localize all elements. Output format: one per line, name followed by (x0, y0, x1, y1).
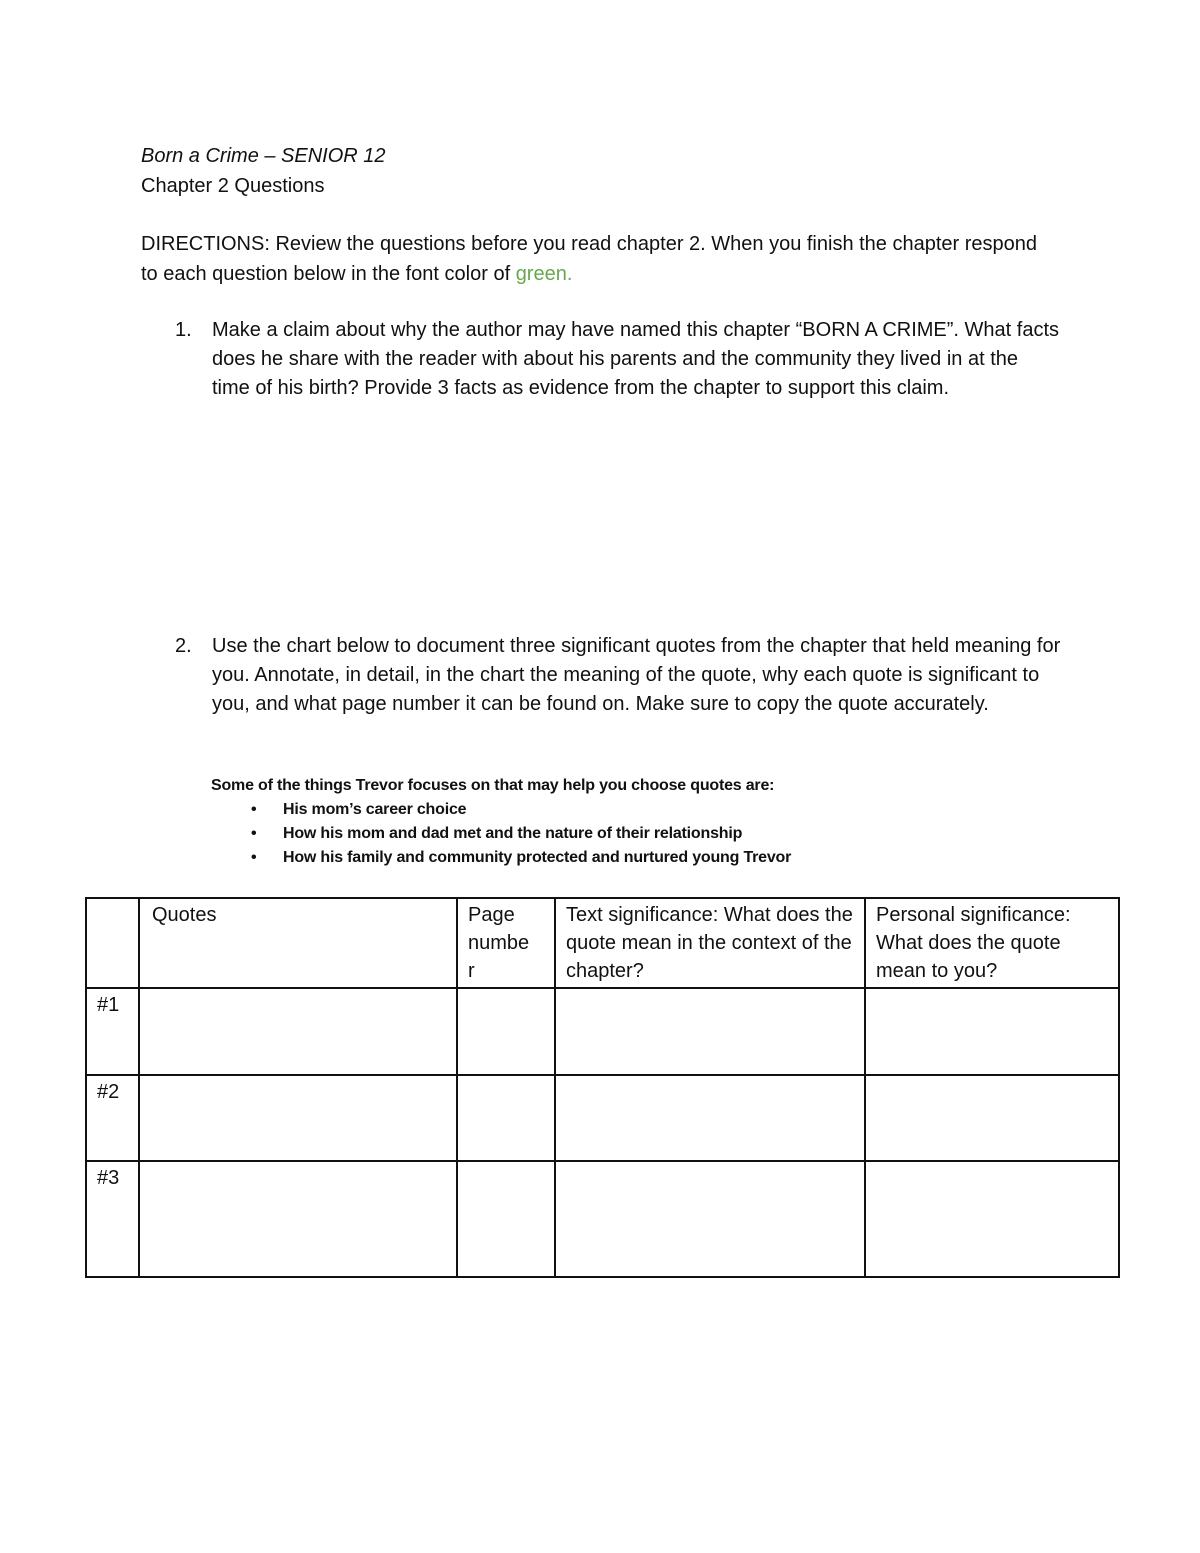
header-page-line-2: numbe (468, 932, 530, 954)
focus-list-block (211, 774, 791, 870)
text-significance-cell[interactable] (555, 1075, 865, 1161)
list-item (211, 846, 791, 870)
bullet-icon: • (251, 825, 257, 842)
text-significance-cell[interactable] (555, 988, 865, 1075)
quote-cell[interactable] (139, 988, 457, 1075)
question-text: Make a claim about why the author may have named this chapter “BORN A CRIME”. What facts does he share with the reader with about his parents and the community they lived in at the time of his birth? Provide 3 facts as evidence from the chapter to support this claim. (212, 319, 1060, 399)
focus-bullet-list (211, 798, 791, 870)
text-significance-cell[interactable] (555, 1161, 865, 1277)
header-quotes: Quotes (139, 898, 457, 988)
quotes-table (85, 897, 1120, 1278)
directions-green-word: green. (515, 263, 573, 285)
directions-text: DIRECTIONS: Review the questions before you read chapter 2. When you finish the chapter respond to each question below in the font color of (141, 233, 1038, 285)
table-header-row (86, 898, 1119, 988)
table-row (86, 1161, 1119, 1277)
personal-significance-cell[interactable] (865, 1075, 1119, 1161)
page-number-cell[interactable] (457, 988, 555, 1075)
list-item-text: His mom’s career choice (283, 801, 467, 818)
bullet-icon: • (251, 801, 257, 818)
list-item-text: How his mom and dad met and the nature of their relationship (283, 825, 743, 842)
personal-significance-cell[interactable] (865, 988, 1119, 1075)
header-page-line-1: Page (468, 904, 515, 926)
document-title: Born a Crime – SENIOR 12 (141, 145, 386, 167)
list-item (211, 798, 791, 822)
page-number-cell[interactable] (457, 1161, 555, 1277)
header-blank-cell (86, 898, 139, 988)
header-page-line-3: r (468, 960, 475, 982)
table-row (86, 1075, 1119, 1161)
list-item-text: How his family and community protected and nurtured young Trevor (283, 849, 792, 866)
row-label: #3 (86, 1161, 139, 1277)
question-1 (141, 316, 1061, 403)
personal-significance-cell[interactable] (865, 1161, 1119, 1277)
bullet-icon: • (251, 849, 257, 866)
header-page-number (457, 898, 555, 988)
question-number: 2. (175, 635, 192, 657)
directions-paragraph (141, 229, 1041, 289)
list-item (211, 822, 791, 846)
header-text-significance: Text significance: What does the quote mean in the context of the chapter? (555, 898, 865, 988)
quote-cell[interactable] (139, 1075, 457, 1161)
question-text: Use the chart below to document three significant quotes from the chapter that held meaning for you. Annotate, in detail, in the chart the meaning of the quote, why each quote is significant to you, and what page number it can be found on. Make sure to copy the quote accurately. (212, 635, 1061, 715)
header-personal-significance: Personal significance: What does the quote mean to you? (865, 898, 1119, 988)
row-label: #2 (86, 1075, 139, 1161)
table-row (86, 988, 1119, 1075)
row-label: #1 (86, 988, 139, 1075)
page-number-cell[interactable] (457, 1075, 555, 1161)
quote-cell[interactable] (139, 1161, 457, 1277)
question-2 (141, 632, 1061, 719)
focus-intro: Some of the things Trevor focuses on that may help you choose quotes are: (211, 777, 775, 794)
document-subtitle: Chapter 2 Questions (141, 175, 325, 197)
question-number: 1. (175, 319, 192, 341)
